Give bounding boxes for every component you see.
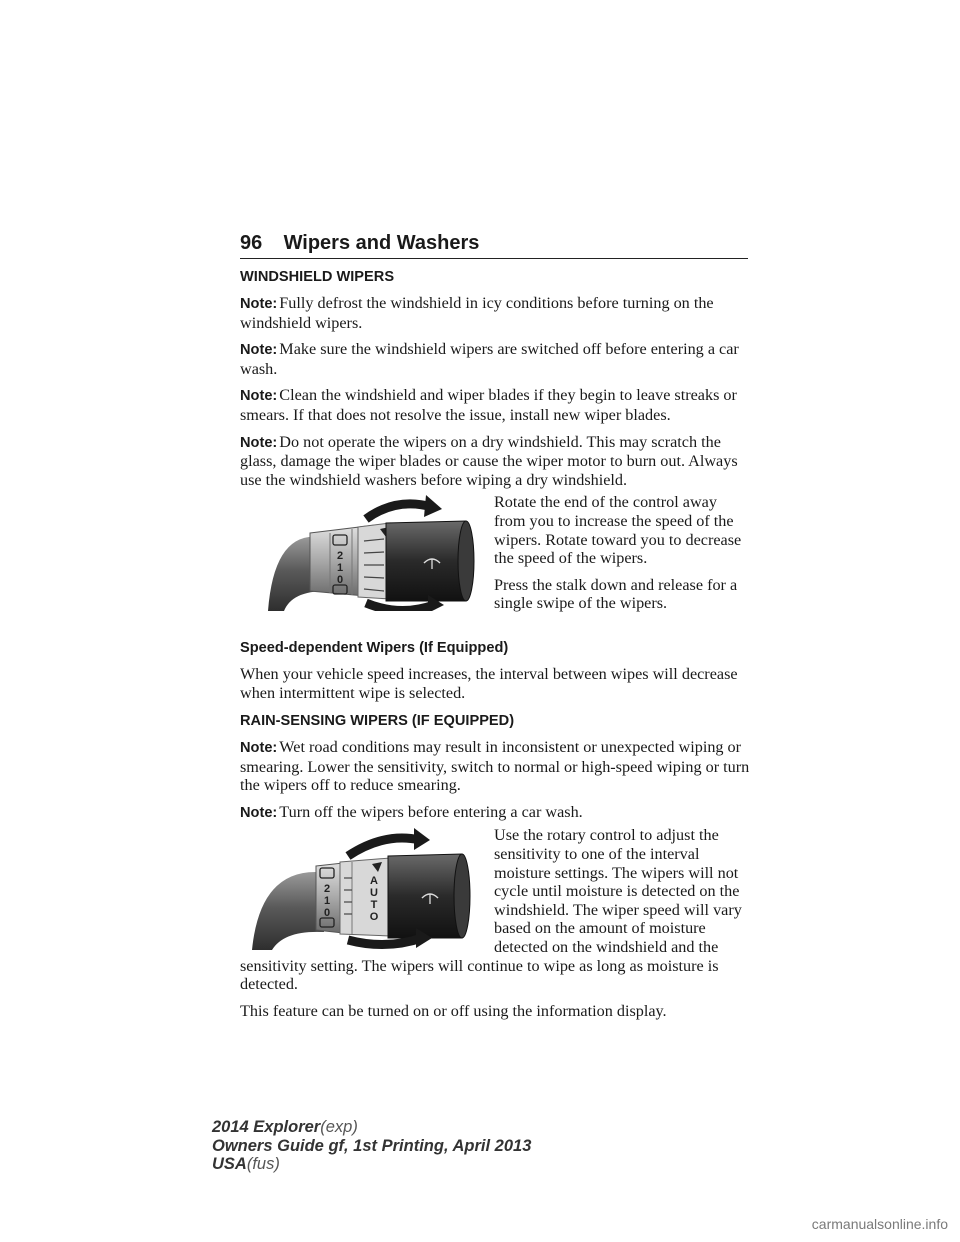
note-label: Note: (240, 296, 278, 312)
auto-labels (370, 875, 379, 923)
footer-line-1 (212, 1118, 531, 1137)
note-text: Do not operate the wipers on a dry windshield. This may scratch the glass, damage the wiper blades or cause the wiper motor to burn out. Always use the windshield washers before wiping a dry windshield. (240, 432, 738, 489)
note-text: Fully defrost the windshield in icy conditions before turning on the windshield wipers. (240, 294, 714, 332)
position-2-label: 2 (323, 883, 331, 896)
document-footer (212, 1118, 531, 1174)
rotate-instructions: Rotate the end of the control away from you to increase the speed of the wipers. Rotate toward you to decrease the speed of the wipers. (494, 493, 742, 568)
rotate-away-arrow-icon (366, 495, 442, 519)
printing-info: Owners Guide gf, 1st Printing, April 2013 (212, 1136, 532, 1155)
page-content (240, 268, 750, 1028)
position-1-label: 1 (323, 895, 331, 908)
market-name: USA (212, 1155, 247, 1173)
note-label: Note: (240, 342, 278, 359)
rain-sensing-stalk-figure (240, 826, 494, 950)
rotate-away-arrow-icon (348, 828, 430, 856)
note-2 (240, 340, 750, 378)
single-swipe-instructions: Press the stalk down and release for a single swipe of the wipers. (494, 575, 738, 613)
note-4 (240, 433, 750, 490)
auto-a-label: A (370, 875, 378, 888)
rain-note-2 (240, 803, 750, 823)
page-header (240, 228, 748, 259)
auto-o-label: O (369, 911, 379, 924)
note-3 (240, 386, 750, 424)
model-name: 2014 Explorer (212, 1118, 321, 1136)
speed-dependent-text: When your vehicle speed increases, the interval between wipes will decrease when intermittent wipe is selected. (240, 664, 738, 702)
position-0-label: 0 (336, 574, 344, 587)
position-1-label: 1 (336, 562, 344, 575)
spacer (240, 621, 750, 631)
model-code: (exp) (320, 1118, 358, 1136)
watermark: carmanualsonline.info (811, 1216, 948, 1232)
footer-line-3 (212, 1155, 531, 1174)
position-0-label: 0 (323, 907, 331, 920)
chapter-title: Wipers and Washers (283, 232, 480, 254)
wiper-stalk-figure (240, 493, 494, 611)
note-label: Note: (240, 804, 278, 821)
note-label: Note: (240, 740, 278, 757)
note-text: Turn off the wipers before entering a car wash. (279, 802, 583, 821)
position-2-label: 2 (336, 550, 344, 563)
section-heading-windshield-wipers: WINDSHIELD WIPERS (240, 269, 395, 285)
auto-u-label: U (370, 887, 378, 900)
page-number: 96 (240, 232, 263, 254)
note-text: Make sure the windshield wipers are switched off before entering a car wash. (240, 340, 739, 378)
footer-line-2 (212, 1137, 531, 1156)
note-label: Note: (240, 388, 278, 405)
note-text: Clean the windshield and wiper blades if they begin to leave streaks or smears. If that does not resolve the issue, install new wiper blades. (240, 386, 737, 424)
market-code: (fus) (246, 1155, 280, 1173)
note-label: Note: (240, 434, 278, 451)
rotary-control-instructions: Use the rotary control to adjust the sensitivity to one of the interval moisture settings. The wipers will not cycle until moisture is detected on the windshield. The wiper speed will vary based on the amount of moisture detected on the windshield and the sensitivity setting. The wipers will continue to wipe as long as moisture is detected. (240, 826, 742, 994)
information-display-note: This feature can be turned on or off using the information display. (240, 1001, 667, 1020)
note-text: Wet road conditions may result in inconsistent or unexpected wiping or smearing. Lower the sensitivity, switch to normal or high-speed wiping or turn the wipers off to reduce smearing. (240, 738, 750, 795)
auto-t-label: T (370, 899, 378, 912)
section-heading-speed-dependent: Speed-dependent Wipers (If Equipped) (240, 639, 509, 656)
rain-note-1 (240, 738, 750, 795)
section-heading-rain-sensing: RAIN-SENSING WIPERS (IF EQUIPPED) (240, 713, 515, 730)
note-1 (240, 294, 750, 332)
